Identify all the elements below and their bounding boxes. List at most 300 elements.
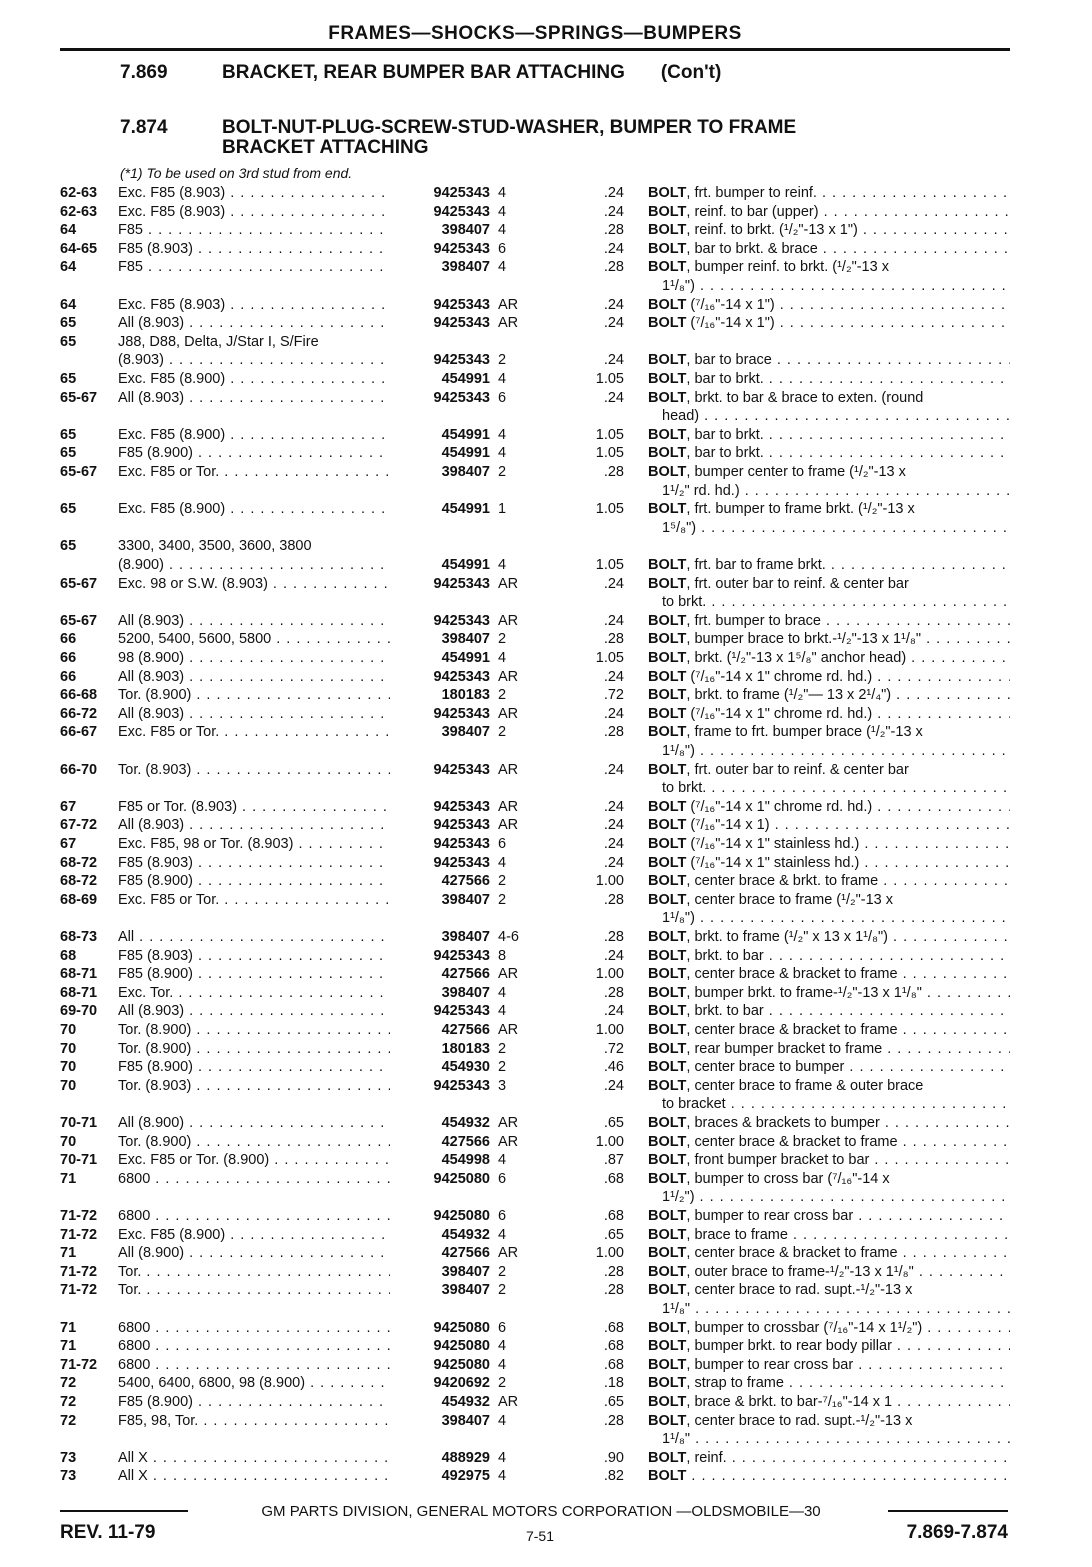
year-cell: 70	[60, 1059, 77, 1076]
part-term: BOLT	[648, 222, 687, 239]
part-term: BOLT	[648, 650, 687, 666]
quantity-cell: 3	[498, 1077, 507, 1094]
model-cell: All (8.900) . . .	[118, 1114, 390, 1133]
price-cell: .24	[603, 947, 624, 964]
quantity-cell: 2	[498, 352, 507, 369]
description-text: , frame to frt. bumper brace (¹/₂"-13 x	[686, 724, 923, 741]
description-continuation: 1¹/₈") . . .	[662, 909, 1010, 928]
description-continuation: 1¹/₂" rd. hd.) . . .	[662, 482, 1010, 501]
model-cell: (8.900) . . .	[118, 556, 390, 575]
quantity-cell: AR	[498, 668, 519, 685]
year-cell: 65-67	[60, 389, 98, 406]
model-cell: Tor. . . .	[118, 1281, 390, 1300]
year-cell: 68-69	[60, 891, 98, 908]
part-term: BOLT	[648, 984, 687, 1001]
part-number-cell: 398407	[441, 1412, 490, 1429]
description-cell	[648, 1281, 1010, 1300]
price-cell: .72	[603, 1040, 624, 1057]
description-cell	[648, 258, 1010, 277]
part-number-cell: 427566	[441, 873, 490, 890]
part-term: BOLT	[648, 315, 687, 332]
part-number-cell: 9425343	[433, 612, 490, 629]
description-text: , center brace & bracket to frame	[686, 966, 898, 983]
description-text: , center brace to rad. supt.-¹/₂"-13 x	[686, 1412, 913, 1429]
quantity-cell: 6	[498, 240, 507, 257]
model-cell: 6800 . . .	[118, 1207, 390, 1226]
quantity-cell: AR	[498, 798, 519, 815]
part-number-cell: 454930	[441, 1059, 490, 1076]
price-cell: 1.00	[595, 1022, 624, 1038]
part-number-cell: 180183	[441, 687, 490, 704]
year-cell: 72	[60, 1412, 77, 1429]
description-text: , bar to brkt.	[686, 371, 764, 387]
description-continuation: to brkt. . . .	[662, 779, 1010, 798]
part-number-cell: 9425343	[433, 854, 490, 871]
part-term: BOLT	[648, 1263, 687, 1280]
description-cell	[648, 1170, 1010, 1189]
footer-publisher: GM PARTS DIVISION, GENERAL MOTORS CORPORATION —OLDSMOBILE—30	[261, 1503, 821, 1520]
description-text: (⁷/₁₆"-14 x 1" stainless hd.)	[686, 854, 860, 871]
model-cell: F85 (8.900) . . .	[118, 444, 390, 463]
description-text: , bar to brkt. & brace	[686, 240, 818, 257]
year-cell: 64	[60, 222, 77, 239]
price-cell: .28	[603, 984, 624, 1001]
year-cell: 70	[60, 1077, 77, 1094]
price-cell: .24	[603, 389, 624, 406]
part-term: BOLT	[648, 761, 687, 778]
model-cell: 5200, 5400, 5600, 5800 . . .	[118, 630, 390, 649]
description-text: , bumper center to frame (¹/₂"-13 x	[686, 464, 906, 480]
part-number-cell: 9425080	[433, 1319, 490, 1336]
model-cell: All (8.903) . . .	[118, 314, 390, 333]
quantity-cell: AR	[498, 296, 519, 313]
year-cell: 66-72	[60, 705, 98, 722]
description-text: , frt. bumper to reinf.	[686, 185, 817, 201]
quantity-cell: AR	[498, 1115, 519, 1131]
footer-rule-left	[60, 1510, 188, 1512]
model-cell: Exc. F85 (8.903) . . .	[118, 184, 390, 203]
quantity-cell: 6	[498, 389, 507, 406]
part-term: BOLT	[648, 836, 687, 852]
description-text: , frt. bumper to brace	[686, 612, 821, 629]
model-cell: Exc. F85 or Tor. (8.900) . . .	[118, 1151, 390, 1170]
part-number-cell: 398407	[441, 1263, 490, 1280]
year-cell: 65-67	[60, 464, 98, 480]
price-cell: .68	[603, 1170, 624, 1187]
quantity-cell: 2	[498, 891, 507, 908]
description-cell	[648, 816, 1010, 835]
part-number-cell: 454932	[441, 1394, 490, 1410]
part-term: BOLT	[648, 259, 687, 276]
quantity-cell: AR	[498, 705, 519, 722]
description-text: , brkt. to frame (¹/₂"— 13 x 2¹/₄")	[686, 687, 892, 704]
part-number-cell: 9425343	[433, 668, 490, 685]
quantity-cell: AR	[498, 1394, 519, 1410]
quantity-cell: 2	[498, 1263, 507, 1280]
part-term: BOLT	[648, 1152, 687, 1169]
model-cell: All (8.903) . . .	[118, 705, 390, 724]
part-term: BOLT	[648, 1319, 687, 1336]
price-cell: .24	[603, 315, 624, 332]
part-term: BOLT	[648, 1077, 687, 1094]
model-cell: Exc. F85 (8.903) . . .	[118, 296, 390, 315]
price-cell: .28	[603, 464, 624, 480]
year-cell: 72	[60, 1375, 77, 1392]
part-number-cell: 454991	[441, 445, 490, 462]
price-cell: .24	[603, 668, 624, 685]
price-cell: .28	[603, 929, 624, 945]
quantity-cell: AR	[498, 315, 519, 332]
year-cell: 65	[60, 426, 77, 443]
year-cell: 71-72	[60, 1263, 98, 1280]
description-text: , center brace to rad. supt.-¹/₂"-13 x	[686, 1282, 913, 1299]
quantity-cell: 6	[498, 1208, 507, 1224]
quantity-cell: 2	[498, 1040, 507, 1057]
description-text: , brace to frame	[686, 1226, 788, 1243]
description-text: (⁷/₁₆"-14 x 1" chrome rd. hd.)	[686, 705, 873, 722]
quantity-cell: 1	[498, 501, 507, 518]
part-number-cell: 9425343	[433, 705, 490, 722]
part-number-cell: 9425343	[433, 352, 490, 369]
description-text: (⁷/₁₆"-14 x 1" chrome rd. hd.)	[686, 798, 873, 815]
year-cell: 66-67	[60, 724, 98, 741]
section-number: 7.874	[120, 117, 168, 138]
year-cell: 68	[60, 947, 77, 964]
description-cell	[648, 965, 1010, 984]
quantity-cell: 2	[498, 873, 507, 890]
part-term: BOLT	[648, 891, 687, 908]
year-cell: 70	[60, 1022, 77, 1038]
description-continuation: to bracket . . .	[662, 1095, 1010, 1114]
description-text: , bumper reinf. to brkt. (¹/₂"-13 x	[686, 259, 889, 276]
description-text: , bar to brace	[686, 352, 772, 369]
part-number-cell: 427566	[441, 966, 490, 983]
description-cell	[648, 500, 1010, 519]
quantity-cell: 2	[498, 464, 507, 480]
model-cell: (8.903) . . .	[118, 351, 390, 370]
page-header-title: FRAMES—SHOCKS—SPRINGS—BUMPERS	[60, 22, 1010, 51]
description-continuation: 1¹/₈") . . .	[662, 277, 1010, 296]
quantity-cell: 4	[498, 222, 507, 239]
description-text: , bumper brace to brkt.-¹/₂"-13 x 1¹/₈"	[686, 631, 922, 648]
part-number-cell: 9425080	[433, 1356, 490, 1373]
price-cell: .24	[603, 296, 624, 313]
description-text: , center brace to bumper	[686, 1059, 845, 1076]
price-cell: .28	[603, 891, 624, 908]
part-number-cell: 9420692	[433, 1375, 490, 1392]
part-term: BOLT	[648, 464, 687, 480]
quantity-cell: 4	[498, 1338, 507, 1355]
year-cell: 70	[60, 1040, 77, 1057]
description-cell	[648, 314, 1010, 333]
model-cell: Exc. F85, 98 or Tor. (8.903) . . .	[118, 835, 390, 854]
part-number-cell: 398407	[441, 1282, 490, 1299]
description-cell	[648, 444, 1010, 463]
price-cell: .24	[603, 1003, 624, 1020]
description-text: , center brace & bracket to frame	[686, 1245, 898, 1262]
model-cell: All (8.903) . . .	[118, 1002, 390, 1021]
description-text: , frt. bar to frame brkt.	[686, 557, 826, 573]
description-text: , center brace to frame (¹/₂"-13 x	[686, 891, 893, 908]
description-cell	[648, 370, 1010, 389]
year-cell: 71-72	[60, 1282, 98, 1299]
year-cell: 70-71	[60, 1115, 98, 1131]
year-cell: 66	[60, 668, 77, 685]
model-cell: 6800 . . .	[118, 1170, 390, 1189]
footer-section-range: 7.869-7.874	[906, 1522, 1008, 1543]
model-cell: F85 (8.900) . . .	[118, 1058, 390, 1077]
price-cell: .24	[603, 352, 624, 369]
year-cell: 68-72	[60, 854, 98, 871]
quantity-cell: AR	[498, 817, 519, 834]
model-cell: Tor. (8.900) . . .	[118, 1133, 390, 1152]
price-cell: .24	[603, 836, 624, 852]
part-term: BOLT	[648, 798, 687, 815]
part-term: BOLT	[648, 575, 687, 592]
description-cell	[648, 1021, 1010, 1040]
part-number-cell: 454991	[441, 501, 490, 518]
part-term: BOLT	[648, 1115, 687, 1131]
part-number-cell: 9425343	[433, 389, 490, 406]
part-number-cell: 9425343	[433, 203, 490, 220]
model-cell: Exc. Tor. . . .	[118, 984, 390, 1003]
price-cell: 1.00	[595, 966, 624, 983]
description-text: (⁷/₁₆"-14 x 1")	[686, 315, 775, 332]
description-cell	[648, 1337, 1010, 1356]
description-continuation: 1¹/₈" . . .	[662, 1300, 1010, 1319]
description-text: , outer brace to frame-¹/₂"-13 x 1¹/₈"	[686, 1263, 914, 1280]
description-cell	[648, 221, 1010, 240]
part-number-cell: 9425343	[433, 817, 490, 834]
quantity-cell: 4	[498, 185, 507, 201]
description-text: , strap to frame	[686, 1375, 784, 1392]
part-number-cell: 454991	[441, 426, 490, 443]
price-cell: .28	[603, 259, 624, 276]
part-term: BOLT	[648, 854, 687, 871]
price-cell: .24	[603, 575, 624, 592]
description-cell	[648, 575, 1010, 594]
model-cell: F85 . . .	[118, 221, 390, 240]
part-number-cell: 9425343	[433, 798, 490, 815]
model-cell: 5400, 6400, 6800, 98 (8.900) . . .	[118, 1374, 390, 1393]
quantity-cell: AR	[498, 1022, 519, 1038]
quantity-cell: AR	[498, 1245, 519, 1262]
model-cell: F85 (8.903) . . .	[118, 240, 390, 259]
part-term: BOLT	[648, 296, 687, 313]
model-cell: 6800 . . .	[118, 1356, 390, 1375]
description-cell	[648, 798, 1010, 817]
year-cell: 71	[60, 1338, 77, 1355]
model-cell: J88, D88, Delta, J/Star I, S/Fire	[118, 333, 319, 350]
description-text: (⁷/₁₆"-14 x 1)	[686, 817, 770, 834]
quantity-cell: 4	[498, 1412, 507, 1429]
price-cell: .68	[603, 1319, 624, 1336]
part-term: BOLT	[648, 1282, 687, 1299]
part-term: BOLT	[648, 947, 687, 964]
description-cell	[648, 1356, 1010, 1375]
section-continued: (Con't)	[660, 62, 722, 83]
model-cell: Tor. (8.900) . . .	[118, 1040, 390, 1059]
part-number-cell: 398407	[441, 724, 490, 741]
description-cell	[648, 1040, 1010, 1059]
description-cell	[648, 1449, 1010, 1468]
part-number-cell: 9425080	[433, 1170, 490, 1187]
part-term: BOLT	[648, 557, 687, 573]
part-term: BOLT	[648, 687, 687, 704]
quantity-cell: AR	[498, 966, 519, 983]
year-cell: 71	[60, 1319, 77, 1336]
model-cell: Exc. F85 or Tor. . . .	[118, 891, 390, 910]
model-cell: Exc. F85 (8.900) . . .	[118, 370, 390, 389]
description-cell	[648, 630, 1010, 649]
year-cell: 72	[60, 1394, 77, 1410]
model-cell: Exc. 98 or S.W. (8.903) . . .	[118, 575, 390, 594]
section-7-869	[120, 62, 721, 84]
description-text: , bumper to cross bar (⁷/₁₆"-14 x	[686, 1170, 890, 1187]
quantity-cell: 4	[498, 1449, 507, 1466]
part-term: BOLT	[648, 929, 687, 945]
description-continuation: to brkt. . . .	[662, 593, 1010, 612]
price-cell: .65	[603, 1115, 624, 1131]
part-term: BOLT	[648, 705, 687, 722]
part-term: BOLT	[648, 668, 687, 685]
model-cell: Tor. (8.900) . . .	[118, 1021, 390, 1040]
description-cell	[648, 426, 1010, 445]
quantity-cell: 2	[498, 631, 507, 648]
price-cell: .24	[603, 761, 624, 778]
part-number-cell: 180183	[441, 1040, 490, 1057]
part-number-cell: 9425343	[433, 1077, 490, 1094]
part-number-cell: 9425343	[433, 240, 490, 257]
part-term: BOLT	[648, 1040, 687, 1057]
part-number-cell: 398407	[441, 222, 490, 239]
part-term: BOLT	[648, 1375, 687, 1392]
model-cell: All (8.903) . . .	[118, 612, 390, 631]
model-cell: All (8.903) . . .	[118, 668, 390, 687]
description-cell	[648, 668, 1010, 687]
description-cell	[648, 1133, 1010, 1152]
part-number-cell: 427566	[441, 1022, 490, 1038]
year-cell: 65	[60, 538, 77, 555]
year-cell: 66-68	[60, 687, 98, 704]
description-cell	[648, 184, 1010, 203]
part-term: BOLT	[648, 1245, 687, 1262]
price-cell: 1.00	[595, 873, 624, 890]
part-number-cell: 9425343	[433, 1003, 490, 1020]
description-cell	[648, 203, 1010, 222]
description-text: , brkt. to bar	[686, 947, 764, 964]
part-number-cell: 9425343	[433, 947, 490, 964]
part-term: BOLT	[648, 724, 687, 741]
description-text: , bumper to rear cross bar	[686, 1208, 854, 1224]
description-cell	[648, 835, 1010, 854]
description-cell	[648, 761, 1010, 780]
price-cell: .28	[603, 724, 624, 741]
model-cell: 98 (8.900) . . .	[118, 649, 390, 668]
description-continuation: 1¹/₈") . . .	[662, 742, 1010, 761]
part-term: BOLT	[648, 501, 687, 518]
part-number-cell: 427566	[441, 1133, 490, 1150]
price-cell: .24	[603, 705, 624, 722]
model-cell: 6800 . . .	[118, 1337, 390, 1356]
year-cell: 66	[60, 631, 77, 648]
year-cell: 65	[60, 333, 77, 350]
price-cell: .24	[603, 240, 624, 257]
model-cell: Tor. (8.903) . . .	[118, 1077, 390, 1096]
description-text: , bar to brkt.	[686, 426, 764, 443]
price-cell: .82	[603, 1468, 624, 1485]
quantity-cell: 4	[498, 557, 507, 573]
description-cell	[648, 1263, 1010, 1282]
part-term: BOLT	[648, 1226, 687, 1243]
year-cell: 66	[60, 650, 77, 666]
price-cell: .24	[603, 817, 624, 834]
quantity-cell: AR	[498, 1133, 519, 1150]
year-cell: 65-67	[60, 612, 98, 629]
part-term: BOLT	[648, 1022, 687, 1038]
model-cell: Exc. F85 or Tor. . . .	[118, 723, 390, 742]
year-cell: 73	[60, 1468, 77, 1485]
description-cell	[648, 1244, 1010, 1263]
part-number-cell: 9425343	[433, 296, 490, 313]
year-cell: 62-63	[60, 185, 98, 201]
price-cell: 1.05	[595, 371, 624, 387]
model-cell: F85 (8.900) . . .	[118, 1393, 390, 1412]
part-number-cell: 454932	[441, 1115, 490, 1131]
price-cell: .18	[603, 1375, 624, 1392]
description-text: , braces & brackets to bumper	[686, 1115, 880, 1131]
year-cell: 64	[60, 259, 77, 276]
quantity-cell: 4	[498, 650, 507, 666]
model-cell: Exc. F85 (8.900) . . .	[118, 500, 390, 519]
description-text: (⁷/₁₆"-14 x 1" chrome rd. hd.)	[686, 668, 873, 685]
year-cell: 67-72	[60, 817, 98, 834]
quantity-cell: AR	[498, 612, 519, 629]
model-cell: Tor. (8.903) . . .	[118, 761, 390, 780]
part-number-cell: 427566	[441, 1245, 490, 1262]
model-cell: All (8.903) . . .	[118, 816, 390, 835]
quantity-cell: 4	[498, 1152, 507, 1169]
description-cell	[648, 649, 1010, 668]
price-cell: .28	[603, 1263, 624, 1280]
section-title-line2: BRACKET ATTACHING	[222, 137, 429, 158]
model-cell: F85, 98, Tor. . . .	[118, 1412, 390, 1431]
part-term: BOLT	[648, 1356, 687, 1373]
part-term: BOLT	[648, 1468, 687, 1485]
description-cell	[648, 612, 1010, 631]
price-cell: .28	[603, 1282, 624, 1299]
quantity-cell: 4	[498, 854, 507, 871]
year-cell: 73	[60, 1449, 77, 1466]
quantity-cell: 8	[498, 947, 507, 964]
part-number-cell: 9425080	[433, 1338, 490, 1355]
description-cell	[648, 1002, 1010, 1021]
model-cell: Exc. F85 (8.903) . . .	[118, 203, 390, 222]
description-cell	[648, 928, 1010, 947]
year-cell: 68-72	[60, 873, 98, 890]
section-7-874	[120, 118, 796, 158]
part-number-cell: 488929	[441, 1449, 490, 1466]
price-cell: .24	[603, 798, 624, 815]
part-term: BOLT	[648, 1133, 687, 1150]
model-cell: Exc. F85 (8.900) . . .	[118, 1226, 390, 1245]
year-cell: 69-70	[60, 1003, 98, 1020]
model-cell: F85 or Tor. (8.903) . . .	[118, 798, 390, 817]
model-cell: 3300, 3400, 3500, 3600, 3800	[118, 538, 312, 555]
price-cell: .68	[603, 1338, 624, 1355]
part-term: BOLT	[648, 203, 687, 220]
quantity-cell: 4	[498, 203, 507, 220]
